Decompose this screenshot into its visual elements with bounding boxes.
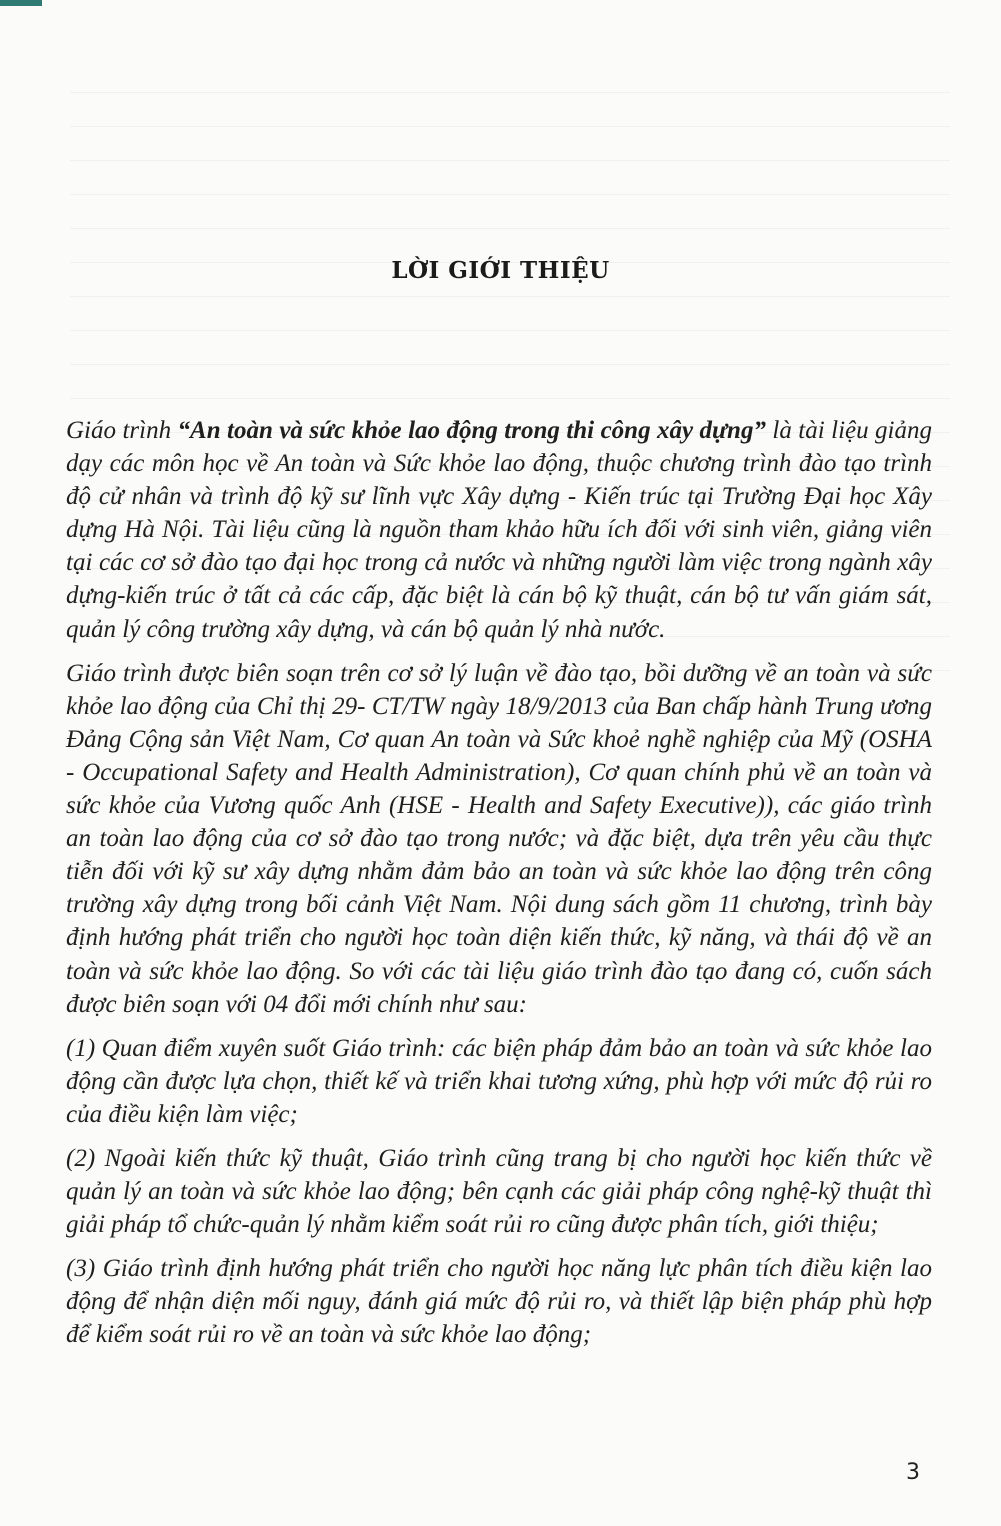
paragraph-1 (66, 414, 932, 646)
paragraph-5: (3) Giáo trình định hướng phát triển cho người học năng lực phân tích điều kiện lao động để nhận diện mối nguy, đánh giá mức độ rủi ro, và thiết lập biện pháp phù hợp để kiểm soát rủi ro về an toàn và sức khỏe lao động; (66, 1255, 932, 1349)
page-number: 3 (906, 1460, 920, 1485)
introduction-body (66, 414, 932, 1363)
paragraph-1-rest: là tài liệu giảng dạy các môn học về An toàn và Sức khỏe lao động, thuộc chương trình đào tạo trình độ cử nhân và trình độ kỹ sư lĩnh vực Xây dựng - Kiến trúc tại Trường Đại học Xây dựng Hà Nội. Tài liệu cũng là nguồn tham khảo hữu ích đối với sinh viên, giảng viên tại các cơ sở đào tạo đại học trong cả nước và những người làm việc trong ngành xây dựng-kiến trúc ở tất cả các cấp, đặc biệt là cán bộ kỹ thuật, cán bộ tư vấn giám sát, quản lý công trường xây dựng, và cán bộ quản lý nhà nước. (66, 417, 933, 643)
book-title-emphasis: “An toàn và sức khỏe lao động trong thi công xây dựng” (177, 417, 766, 444)
paragraph-4: (2) Ngoài kiến thức kỹ thuật, Giáo trình cũng trang bị cho người học kiến thức về quản lý an toàn và sức khỏe lao động; bên cạnh các giải pháp công nghệ-kỹ thuật thì giải pháp tổ chức-quản lý nhằm kiểm soát rủi ro cũng được phân tích, giới thiệu; (66, 1144, 932, 1239)
scan-edge-mark (0, 0, 42, 6)
paragraph-1-intro: Giáo trình (66, 417, 178, 444)
paragraph-2: Giáo trình được biên soạn trên cơ sở lý luận về đào tạo, bồi dưỡng về an toàn và sức khỏe lao động của Chỉ thị 29- CT/TW ngày 18/9/2013 của Ban chấp hành Trung ương Đảng Cộng sản Việt Nam, Cơ quan An toàn và Sức khoẻ nghề nghiệp của Mỹ (OSHA - Occupational Safety and Health Administration), Cơ quan chính phủ về an toàn và sức khỏe của Vương quốc Anh (HSE - Health and Safety Executive)), các giáo trình an toàn lao động của cơ sở đào tạo trong nước; và đặc biệt, dựa trên yêu cầu thực tiễn đối với kỹ sư xây dựng nhằm đảm bảo an toàn và sức khỏe lao động trên công trường xây dựng trong bối cảnh Việt Nam. Nội dung sách gồm 11 chương, trình bày định hướng phát triển cho người học toàn diện kiến thức, kỹ năng, và thái độ về an toàn và sức khỏe lao động. So với các tài liệu giáo trình đào tạo đang có, cuốn sách được biên soạn với 04 đổi mới chính như sau: (66, 659, 932, 1018)
page-title: LỜI GIỚI THIỆU (391, 257, 610, 284)
paragraph-3: (1) Quan điểm xuyên suốt Giáo trình: các biện pháp đảm bảo an toàn và sức khỏe lao động cần được lựa chọn, thiết kế và triển khai tương xứng, phù hợp với mức độ rủi ro của điều kiện làm việc; (66, 1034, 932, 1128)
